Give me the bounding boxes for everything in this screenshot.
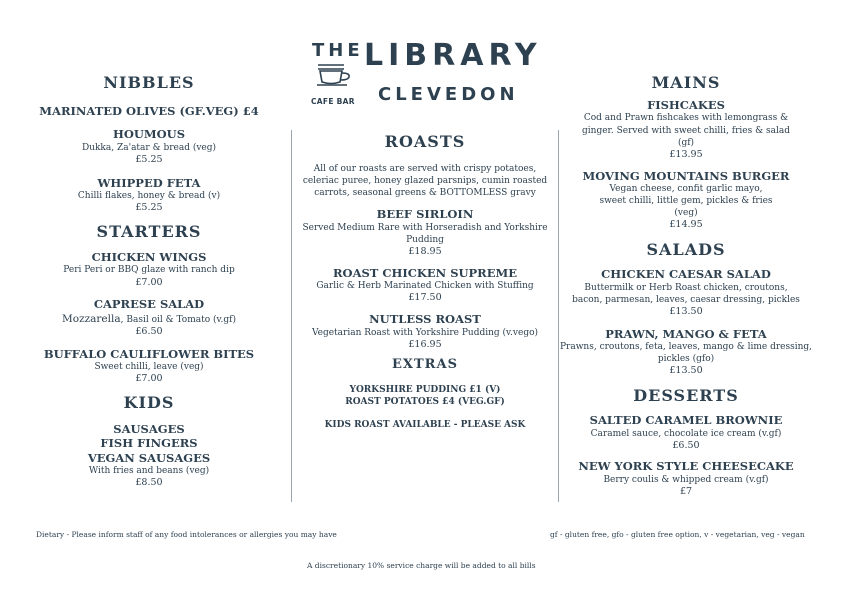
cheesecake-price: £7 [679,486,693,497]
cauli-name: BUFFALO CAULIFLOWER BITES [43,346,255,361]
burger-name: MOVING MOUNTAINS BURGER [582,168,790,183]
caprese-desc [30,312,268,326]
kids-item: VEGAN SAUSAGES [87,450,211,465]
beef-desc: Served Medium Rare with Horseradish and Yorkshire Pudding [302,222,548,245]
logo [308,38,542,112]
roasts-intro: All of our roasts are served with crispy potatoes, celeriac puree, honey glazed parsnips, cumin roasted carrots, seasonal greens & BOTTOMLESS gravy [302,164,548,199]
chicken-name: ROAST CHICKEN SUPREME [333,265,517,280]
fishcakes-price: £13.95 [669,148,703,160]
brownie-name: SALTED CARAMEL BROWNIE [589,413,783,428]
kids-desc: With fries and beans (veg) [88,466,210,477]
cheesecake-name: NEW YORK STYLE CHEESECAKE [578,459,794,474]
extra-yorkshire: YORKSHIRE PUDDING £1 (V) [349,384,501,395]
coffee-cup-icon [316,62,356,86]
kids-price: £8.50 [135,477,163,489]
logo-library: LIBRARY [364,38,542,73]
burger-desc: Vegan cheese, confit garlic mayo, sweet chilli, little gem, pickles & fries (veg) [599,183,773,219]
feta-price: £5.25 [135,202,163,214]
left-column [30,73,268,490]
chicken-desc: Garlic & Herb Marinated Chicken with Stuffing [316,281,534,292]
beef-price: £18.95 [408,246,442,258]
houmous-desc: Dukka, Za'atar & bread (veg) [81,142,217,153]
nibbles-heading: NIBBLES [103,73,195,92]
extra-potatoes: ROAST POTATOES £4 (VEG.GF) [345,397,505,408]
wings-name: CHICKEN WINGS [91,250,207,265]
caesar-desc: Buttermilk or Herb Roast chicken, croutons, bacon, parmesan, leaves, caesar dressing, pickles [572,282,800,305]
logo-the: THE [312,40,364,61]
wings-price: £7.00 [135,276,163,288]
starters-heading: STARTERS [96,222,202,242]
middle-column [294,132,556,431]
prawn-price: £13.50 [669,365,703,377]
chicken-price: £17.50 [408,292,442,304]
dietary-note: Dietary - Please inform staff of any food intolerances or allergies you may have [36,530,337,539]
wings-desc: Peri Peri or BBQ glaze with ranch dip [63,265,235,276]
desserts-heading: DESSERTS [633,386,739,406]
nutless-desc: Vegetarian Roast with Yorkshire Pudding (v.vego) [311,327,539,338]
logo-clevedon: CLEVEDON [378,84,519,105]
kids-item: FISH FINGERS [100,436,198,451]
caprese-desc-main: Mozzarella [62,312,121,325]
nutless-name: NUTLESS ROAST [369,312,481,327]
burger-price: £14.95 [669,219,703,231]
service-charge-note: A discretionary 10% service charge will be added to all bills [307,561,536,570]
caesar-price: £13.50 [669,305,703,317]
dietary-key: gf - gluten free, gfo - gluten free option, v - vegetarian, veg - vegan [550,530,805,539]
cauli-price: £7.00 [135,373,163,385]
column-divider [291,130,292,502]
prawn-desc: Prawns, croutons, feta, leaves, mango & lime dressing, pickles (gfo) [560,342,812,365]
fishcakes-name: FISHCAKES [647,98,725,112]
kids-item: SAUSAGES [113,422,185,437]
olives-item: MARINATED OLIVES (GF.VEG) £4 [39,104,259,118]
salads-heading: SALADS [646,240,726,260]
caesar-name: CHICKEN CAESAR SALAD [601,267,771,282]
brownie-desc: Caramel sauce, chocolate ice cream (v.gf) [590,428,782,439]
kids-heading: KIDS [123,393,175,413]
caprese-price: £6.50 [135,325,163,337]
caprese-desc-rest: , Basil oil & Tomato (v.gf) [120,314,236,325]
logo-cafe-bar: CAFE BAR [311,97,355,106]
cheesecake-desc: Berry coulis & whipped cream (v.gf) [603,474,769,485]
prawn-name: PRAWN, MANGO & FETA [605,326,767,341]
kids-roast-note: KIDS ROAST AVAILABLE - PLEASE ASK [324,419,526,430]
roasts-heading: ROASTS [384,132,466,151]
feta-name: WHIPPED FETA [97,175,201,190]
feta-desc: Chilli flakes, honey & bread (v) [77,191,221,202]
extras-heading: EXTRAS [392,356,458,372]
fishcakes-desc: Cod and Prawn fishcakes with lemongrass & ginger. Served with sweet chilli, fries & salad (gf) [582,113,790,148]
right-column [553,73,819,499]
cauli-desc: Sweet chilli, leave (veg) [94,362,204,373]
nutless-price: £16.95 [408,338,442,350]
brownie-price: £6.50 [672,439,700,451]
caprese-name: CAPRESE SALAD [93,297,205,312]
houmous-price: £5.25 [135,153,163,165]
beef-name: BEEF SIRLOIN [376,207,474,222]
houmous-name: HOUMOUS [113,127,185,142]
mains-heading: MAINS [651,73,721,92]
